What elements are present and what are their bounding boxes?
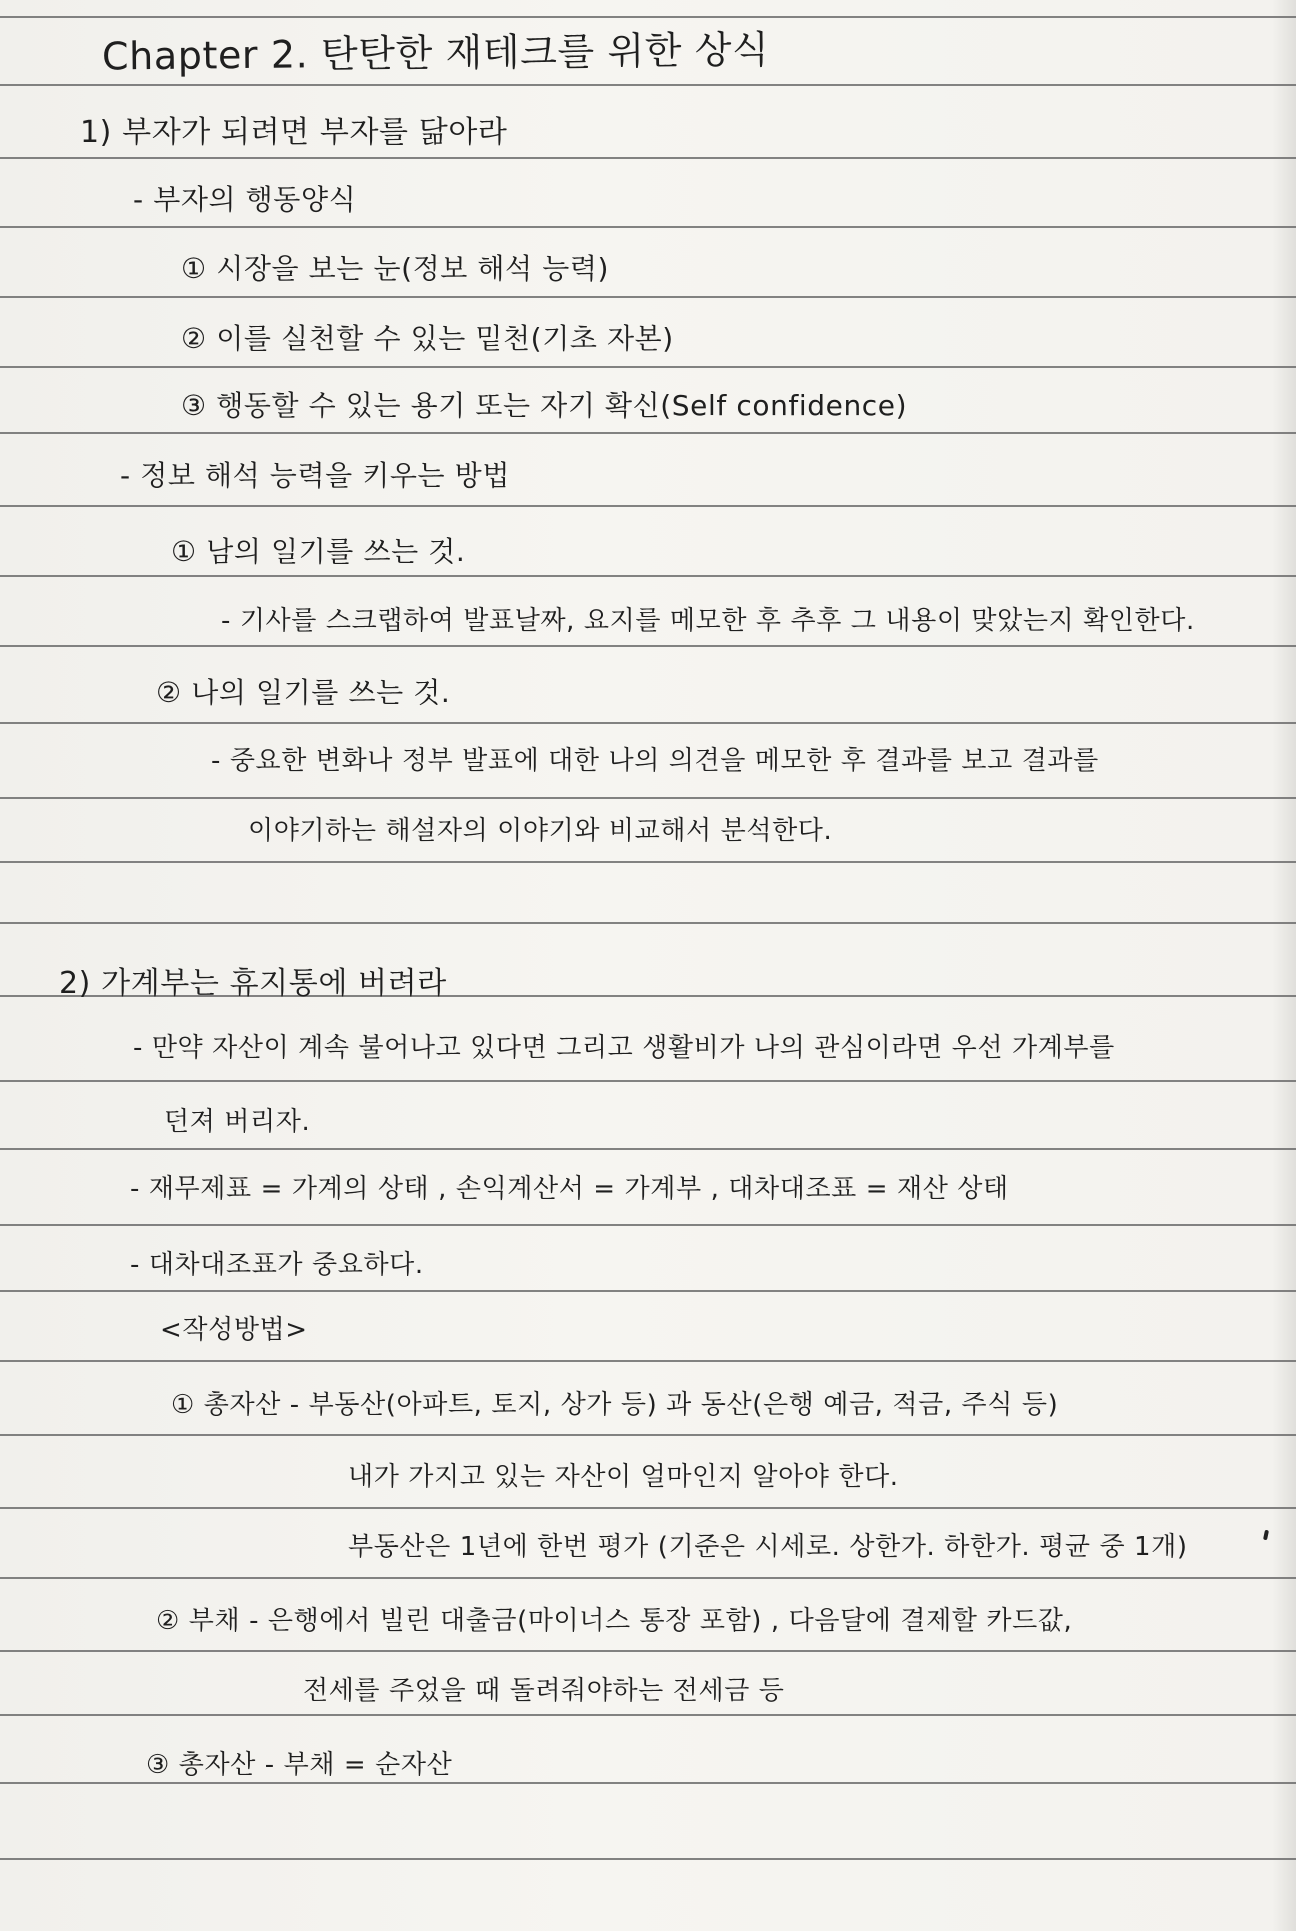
section-1-heading: 1) 부자가 되려면 부자를 닮아라	[80, 115, 508, 150]
ruled-line	[0, 922, 1296, 924]
ruled-line	[0, 1434, 1296, 1436]
numbered-item-net-assets: ③ 총자산 - 부채 = 순자산	[146, 1750, 453, 1780]
section-2-heading: 2) 가계부는 휴지통에 버려라	[59, 966, 447, 1001]
ruled-line	[0, 366, 1296, 368]
page-edge-shadow	[1272, 0, 1296, 1931]
ruled-line	[0, 1650, 1296, 1652]
ink-mark	[1263, 1530, 1269, 1541]
subitem-my-diary-line-2: 이야기하는 해설자의 이야기와 비교해서 분석한다.	[248, 816, 833, 846]
ruled-line	[0, 645, 1296, 647]
ruled-line	[0, 1360, 1296, 1362]
ruled-line	[0, 16, 1296, 18]
ruled-line	[0, 1290, 1296, 1292]
ruled-line	[0, 226, 1296, 228]
subitem-my-diary-line-1: - 중요한 변화나 정부 발표에 대한 나의 의견을 메모한 후 결과를 보고 결과를	[211, 746, 1099, 776]
numbered-item-1: ① 시장을 보는 눈(정보 해석 능력)	[181, 252, 610, 285]
ruled-line	[0, 432, 1296, 434]
ruled-line	[0, 1080, 1296, 1082]
numbered-item-total-assets: ① 총자산 - 부동산(아파트, 토지, 상가 등) 과 동산(은행 예금, 적금, 주식 등)	[171, 1390, 1059, 1420]
numbered-item-liabilities: ② 부채 - 은행에서 빌린 대출금(마이너스 통장 포함) , 다음달에 결제할 카드값,	[156, 1606, 1073, 1636]
total-assets-note-2: 부동산은 1년에 한번 평가 (기준은 시세로. 상한가. 하한가. 평균 중 1개)	[348, 1532, 1188, 1562]
numbered-item-3: ③ 행동할 수 있는 용기 또는 자기 확신(Self confidence)	[181, 389, 908, 422]
method-heading: <작성방법>	[160, 1315, 308, 1345]
ruled-line	[0, 722, 1296, 724]
numbered-item-others-diary: ① 남의 일기를 쓰는 것.	[171, 535, 466, 568]
ruled-line	[0, 861, 1296, 863]
ruled-line	[0, 296, 1296, 298]
bullet-throw-away-ledger: - 만약 자산이 계속 불어나고 있다면 그리고 생활비가 나의 관심이라면 우선 가계부를	[133, 1033, 1115, 1063]
subitem-others-diary: - 기사를 스크랩하여 발표날짜, 요지를 메모한 후 추후 그 내용이 맞았는지 확인한다.	[221, 606, 1195, 636]
ruled-line	[0, 1782, 1296, 1784]
total-assets-note-1: 내가 가지고 있는 자산이 얼마인지 알아야 한다.	[348, 1462, 899, 1492]
ruled-line	[0, 1714, 1296, 1716]
bullet-financial-statements: - 재무제표 = 가계의 상태 , 손익계산서 = 가계부 , 대차대조표 = 재산 상태	[130, 1174, 1009, 1204]
ruled-line	[0, 1224, 1296, 1226]
ruled-line	[0, 1858, 1296, 1860]
ruled-line	[0, 575, 1296, 577]
ruled-line	[0, 84, 1296, 86]
bullet-info-method: - 정보 해석 능력을 키우는 방법	[120, 459, 510, 492]
bullet-rich-behavior: - 부자의 행동양식	[133, 183, 357, 216]
ruled-line	[0, 1577, 1296, 1579]
numbered-item-my-diary: ② 나의 일기를 쓰는 것.	[156, 676, 451, 709]
ruled-line	[0, 157, 1296, 159]
ruled-line	[0, 797, 1296, 799]
ruled-line	[0, 505, 1296, 507]
ruled-line	[0, 1507, 1296, 1509]
ruled-line	[0, 1148, 1296, 1150]
bullet-throw-away-ledger-cont: 던져 버리자.	[164, 1107, 311, 1137]
bullet-balance-sheet-important: - 대차대조표가 중요하다.	[130, 1250, 424, 1280]
liabilities-note: 전세를 주었을 때 돌려줘야하는 전세금 등	[303, 1676, 785, 1706]
chapter-title: Chapter 2. 탄탄한 재테크를 위한 상식	[101, 27, 770, 79]
numbered-item-2: ② 이를 실천할 수 있는 밑천(기초 자본)	[181, 322, 674, 355]
